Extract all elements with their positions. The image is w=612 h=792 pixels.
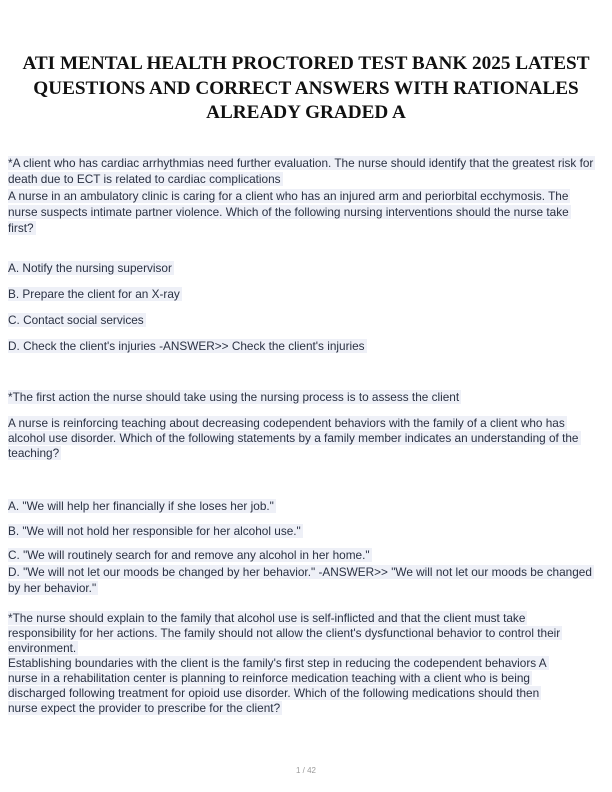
rationale-line: environment. [8, 641, 77, 655]
answer-option: A. "We will help her financially if she loses her job." [8, 499, 274, 513]
text-line: death due to ECT is related to cardiac complications [8, 172, 281, 186]
answer-option: D. Check the client's injuries -ANSWER>> Check the client's injuries [8, 339, 365, 353]
text-line: A nurse in an ambulatory clinic is caring for a client who has an injured arm and periorbital ecchymosis. The [8, 189, 569, 203]
text-line: *A client who has cardiac arrhythmias need further evaluation. The nurse should identify that the greatest risk for [8, 156, 594, 170]
text-line: nurse in a rehabilitation center is planning to reinforce medication teaching with a client who is being [8, 671, 530, 685]
title-line: QUESTIONS AND CORRECT ANSWERS WITH RATIONALES [33, 77, 579, 99]
answer-option: D. "We will not let our moods be changed by her behavior." -ANSWER>> "We will not let our moods be changed [8, 565, 592, 579]
text-line: nurse suspects intimate partner violence. Which of the following nursing interventions should the nurse take [8, 205, 569, 219]
text-line: first? [8, 221, 34, 235]
page-indicator: 1 / 42 [295, 766, 316, 775]
text-line: teaching? [8, 446, 60, 460]
rationale-line: *The nurse should explain to the family that alcohol use is self-inflicted and that the client must take [8, 611, 526, 625]
text-line: alcohol use disorder. Which of the following statements by a family member indicates an understanding of the [8, 431, 579, 445]
answer-option: B. Prepare the client for an X-ray [8, 287, 180, 301]
title-line: ATI MENTAL HEALTH PROCTORED TEST BANK 2025 LATEST [22, 53, 590, 74]
answer-option: C. Contact social services [8, 313, 144, 327]
answer-option: by her behavior." [8, 581, 97, 595]
rationale-line: *The first action the nurse should take using the nursing process is to assess the client [8, 390, 460, 404]
rationale-line: responsibility for her actions. The family should not allow the client's dysfunctional behavior to control their [8, 626, 561, 640]
answer-option: C. "We will routinely search for and remove any alcohol in her home." [8, 548, 370, 562]
document-title [20, 52, 592, 126]
text-line: nurse expect the provider to prescribe for the client? [8, 701, 281, 715]
text-line: discharged following treatment for opioid use disorder. Which of the following medications should then [8, 686, 540, 700]
text-line: A nurse is reinforcing teaching about decreasing codependent behaviors with the family of a client who has [8, 416, 565, 430]
answer-option: A. Notify the nursing supervisor [8, 261, 172, 275]
answer-option: B. "We will not hold her responsible for her alcohol use." [8, 524, 301, 538]
title-line: ALREADY GRADED A [206, 102, 406, 123]
text-line: Establishing boundaries with the client is the family's first step in reducing the codependent behaviors A [8, 656, 547, 670]
